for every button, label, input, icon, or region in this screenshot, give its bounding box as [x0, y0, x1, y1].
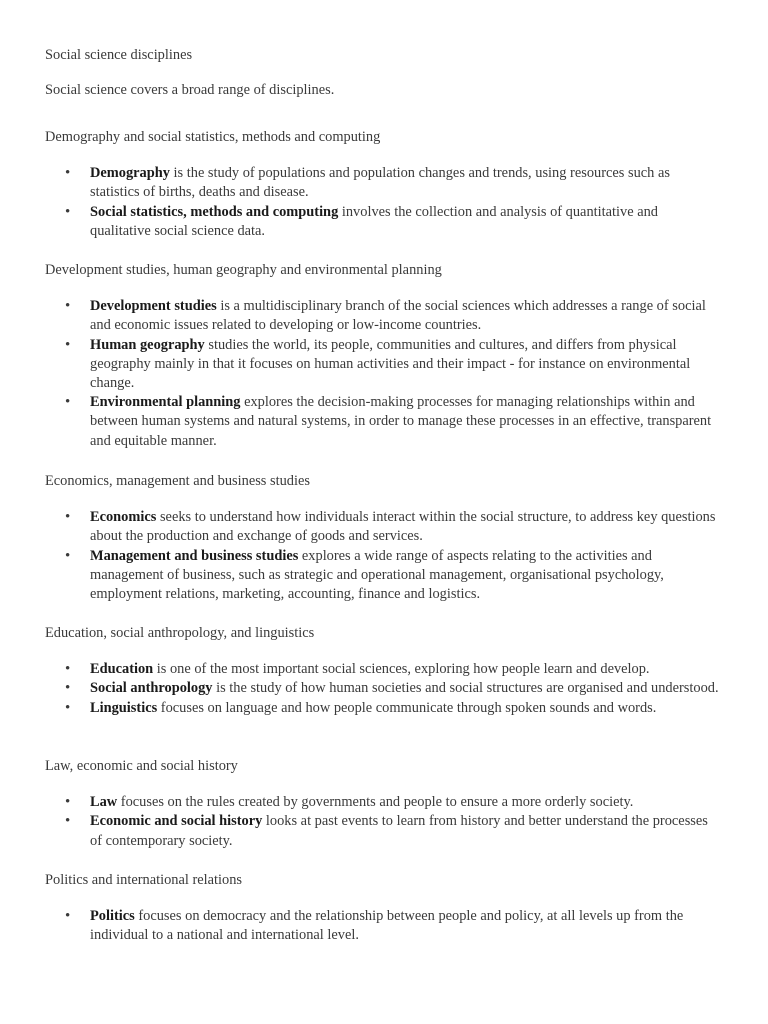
section-heading: Development studies, human geography and environmental planning	[45, 262, 442, 278]
term-description: is the study of populations and population changes and trends, using resources such as statistics of births, deaths and disease.	[90, 165, 670, 201]
bullet-list	[45, 907, 722, 945]
section-law-history	[45, 757, 722, 851]
term-description: looks at past events to learn from history and better understand the processes of contemporary society.	[90, 813, 708, 849]
list-item	[45, 336, 722, 394]
bullet-list	[45, 660, 722, 718]
list-item	[45, 547, 722, 605]
list-item	[45, 164, 722, 202]
section-economics	[45, 472, 722, 604]
section-education	[45, 624, 722, 718]
section-heading: Demography and social statistics, methods and computing	[45, 129, 381, 145]
term-label: Economic and social history	[90, 813, 263, 830]
bullet-list	[45, 508, 722, 604]
term-description: involves the collection and analysis of quantitative and qualitative social science data.	[90, 203, 658, 239]
term-label: Social statistics, methods and computing	[90, 203, 339, 220]
term-label: Education	[90, 661, 154, 678]
section-heading: Law, economic and social history	[45, 758, 238, 774]
term-description: is the study of how human societies and social structures are organised and understood.	[212, 680, 719, 697]
term-label: Economics	[90, 509, 157, 526]
term-label: Development studies	[90, 298, 217, 315]
term-description: focuses on language and how people communicate through spoken sounds and words.	[157, 699, 657, 716]
intro-paragraph: Social science covers a broad range of disciplines.	[45, 82, 335, 98]
list-item	[45, 679, 722, 698]
section-demography	[45, 128, 722, 241]
term-label: Environmental planning	[90, 394, 241, 411]
section-heading: Economics, management and business studies	[45, 473, 310, 489]
section-heading: Politics and international relations	[45, 872, 243, 888]
term-description: focuses on the rules created by governments and people to ensure a more orderly society.	[117, 794, 634, 811]
term-label: Demography	[90, 165, 170, 182]
section-politics	[45, 871, 722, 946]
list-item	[45, 297, 722, 335]
list-item	[45, 793, 722, 812]
bullet-list	[45, 793, 722, 851]
bullet-list	[45, 297, 722, 451]
list-item	[45, 203, 722, 241]
term-description: explores the decision-making processes for managing relationships within and between human systems and natural systems, in order to manage these processes in an effective, transparent and equitable manner.	[90, 394, 712, 449]
term-label: Human geography	[90, 336, 205, 353]
section-heading: Education, social anthropology, and linguistics	[45, 625, 315, 641]
term-label: Social anthropology	[90, 680, 213, 697]
list-item	[45, 393, 722, 451]
term-label: Law	[90, 794, 118, 811]
list-item	[45, 660, 722, 679]
list-item	[45, 907, 722, 945]
term-description: focuses on democracy and the relationship between people and policy, at all levels up from the individual to a national and international level.	[90, 908, 684, 944]
document-title: Social science disciplines	[45, 47, 193, 63]
term-description: seeks to understand how individuals interact within the social structure, to address key questions about the production and exchange of goods and services.	[90, 509, 716, 545]
term-description: is a multidisciplinary branch of the social sciences which addresses a range of social and economic issues related to developing or low-income countries.	[90, 298, 706, 334]
term-label: Politics	[90, 908, 135, 925]
list-item	[45, 508, 722, 546]
term-description: studies the world, its people, communities and cultures, and differs from physical geography mainly in that it focuses on human activities and their impact - for instance on environmental change.	[90, 336, 691, 392]
term-label: Management and business studies	[90, 547, 299, 564]
term-description: explores a wide range of aspects relating to the activities and management of business, such as strategic and operational management, organisational psychology, employment relations, marketing, accounting, finance and logistics.	[90, 547, 664, 603]
list-item	[45, 812, 722, 850]
list-item	[45, 699, 722, 718]
term-description: is one of the most important social sciences, exploring how people learn and develop.	[153, 661, 650, 678]
section-development	[45, 261, 722, 451]
bullet-list	[45, 164, 722, 241]
term-label: Linguistics	[90, 699, 158, 716]
